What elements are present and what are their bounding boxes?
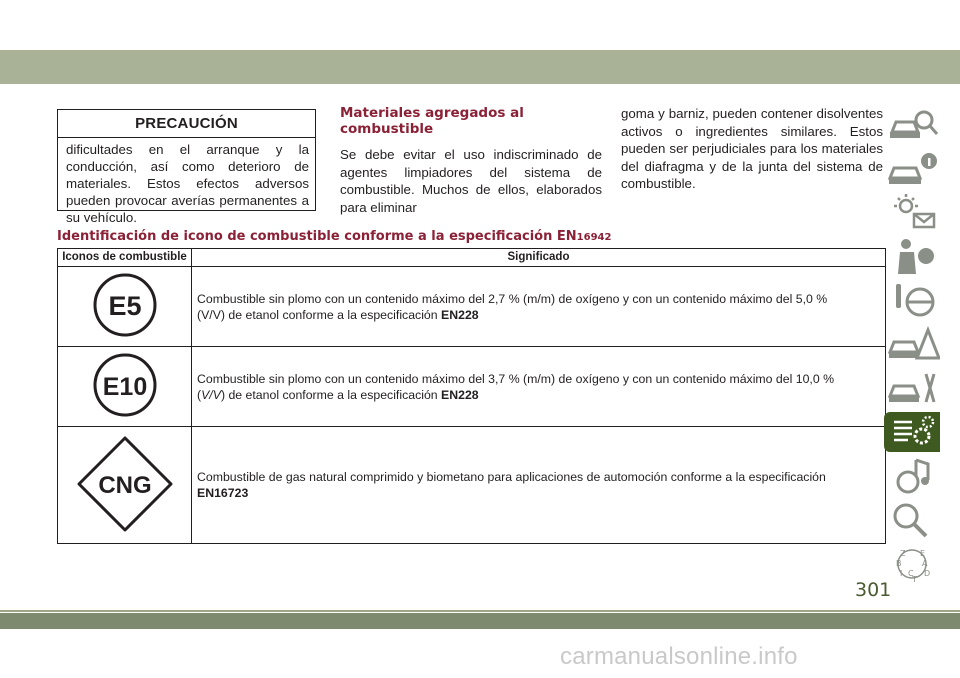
- cng-label: CNG: [97, 471, 152, 499]
- search-icon: [884, 500, 940, 540]
- airbag-icon: [884, 236, 940, 276]
- page-number: 301: [855, 579, 892, 601]
- tab-airbag[interactable]: [884, 236, 940, 276]
- warning-lights-icon: [884, 192, 940, 232]
- section-title-text: Identificación de icono de combustible conforme a la especificación EN: [57, 229, 577, 244]
- caution-title: PRECAUCIÓN: [58, 110, 315, 138]
- section-title: [57, 229, 611, 244]
- row-line2-text: (V/V) de etanol conforme a la especificación: [197, 307, 442, 322]
- additives-text: Se debe evitar el uso indiscriminado de agentes limpiadores del sistema de combustible. Muchos de ellos, elaborados para eliminar: [340, 147, 602, 215]
- specifications-icon: [884, 412, 940, 452]
- steering-wheel-icon: [884, 280, 940, 320]
- row-description: [192, 267, 886, 347]
- additives-continuation: goma y barniz, pueden contener disolventes activos o ingredientes similares. Estos pueden ser perjudiciales para los materiales del diafragma y de la junta del sistema de combustible.: [621, 106, 883, 191]
- caution-box: [57, 109, 316, 225]
- section-title-suffix: 16942: [576, 232, 612, 243]
- row-line1: Combustible sin plomo con un contenido máximo del 2,7 % (m/m) de oxígeno y con un contenido máximo del 5,0 %: [197, 291, 828, 306]
- table-header-icons: Iconos de combustible: [58, 249, 192, 267]
- fuel-icon-table: [57, 248, 886, 544]
- index-letter: B: [896, 559, 902, 568]
- e5-label: E5: [107, 291, 142, 321]
- row-line2-open: (: [197, 387, 202, 402]
- tab-steering[interactable]: [884, 280, 940, 320]
- row-line2-text: ) de etanol conforme a la especificación: [220, 387, 442, 402]
- row-line2: [197, 485, 885, 501]
- car-tools-icon: [884, 368, 940, 408]
- car-info-icon: [884, 148, 940, 188]
- tab-car-tools[interactable]: [884, 368, 940, 408]
- e5-circle-icon: [85, 270, 165, 340]
- index-letter: E: [920, 549, 926, 558]
- tab-index[interactable]: [884, 544, 940, 584]
- index-letter: A: [922, 559, 928, 568]
- row-spec: EN228: [441, 387, 479, 402]
- row-line1: Combustible de gas natural comprimido y biometano para aplicaciones de automoción conforme a la especificación: [197, 470, 826, 484]
- car-search-icon: [884, 104, 940, 144]
- e10-circle-icon: [85, 350, 165, 420]
- tab-specifications[interactable]: [884, 412, 940, 452]
- row-spec: EN228: [441, 307, 479, 322]
- table-row: [58, 347, 886, 427]
- table-row: [58, 427, 886, 544]
- index-letter: Z: [900, 549, 906, 558]
- index-letter: I: [900, 569, 903, 578]
- row-description: [192, 427, 886, 544]
- table-row: [58, 267, 886, 347]
- index-icon: [884, 544, 940, 584]
- icon-cell: [58, 347, 192, 427]
- table-header-meaning: Significado: [192, 249, 886, 267]
- icon-cell: [58, 267, 192, 347]
- header-band: [0, 50, 960, 84]
- index-letter: D: [924, 569, 931, 578]
- index-letter: C: [908, 569, 914, 578]
- row-line2: [197, 307, 885, 323]
- tab-multimedia[interactable]: [884, 456, 940, 496]
- row-line2-unit: V/V: [201, 387, 221, 402]
- icon-cell: [58, 427, 192, 544]
- caution-body: dificultades en el arranque y la conducción, así como deterioro de materiales. Estos efectos adversos pueden provocar averías permanentes a su vehículo.: [66, 142, 309, 225]
- additives-heading: Materiales agregados al combustible: [340, 105, 524, 137]
- row-spec: EN16723: [197, 486, 249, 500]
- car-warning-icon: [884, 324, 940, 364]
- index-letter: T: [912, 575, 917, 584]
- tab-warning-lights[interactable]: [884, 192, 940, 232]
- row-description: [192, 347, 886, 427]
- row-line1: Combustible sin plomo con un contenido máximo del 3,7 % (m/m) de oxígeno y con un contenido máximo del 10,0 %: [197, 371, 835, 386]
- row-line2: [197, 387, 885, 403]
- watermark: carmanualsonline.info: [560, 643, 798, 670]
- tab-car-info[interactable]: [884, 148, 940, 188]
- cng-diamond-icon: [75, 434, 175, 534]
- tab-car-search[interactable]: [884, 104, 940, 144]
- tab-car-warning[interactable]: [884, 324, 940, 364]
- tab-search[interactable]: [884, 500, 940, 540]
- footer-line: [0, 610, 960, 612]
- footer-band: [0, 613, 960, 629]
- additives-section: [340, 105, 602, 216]
- e10-label: E10: [102, 373, 147, 401]
- multimedia-icon: [884, 456, 940, 496]
